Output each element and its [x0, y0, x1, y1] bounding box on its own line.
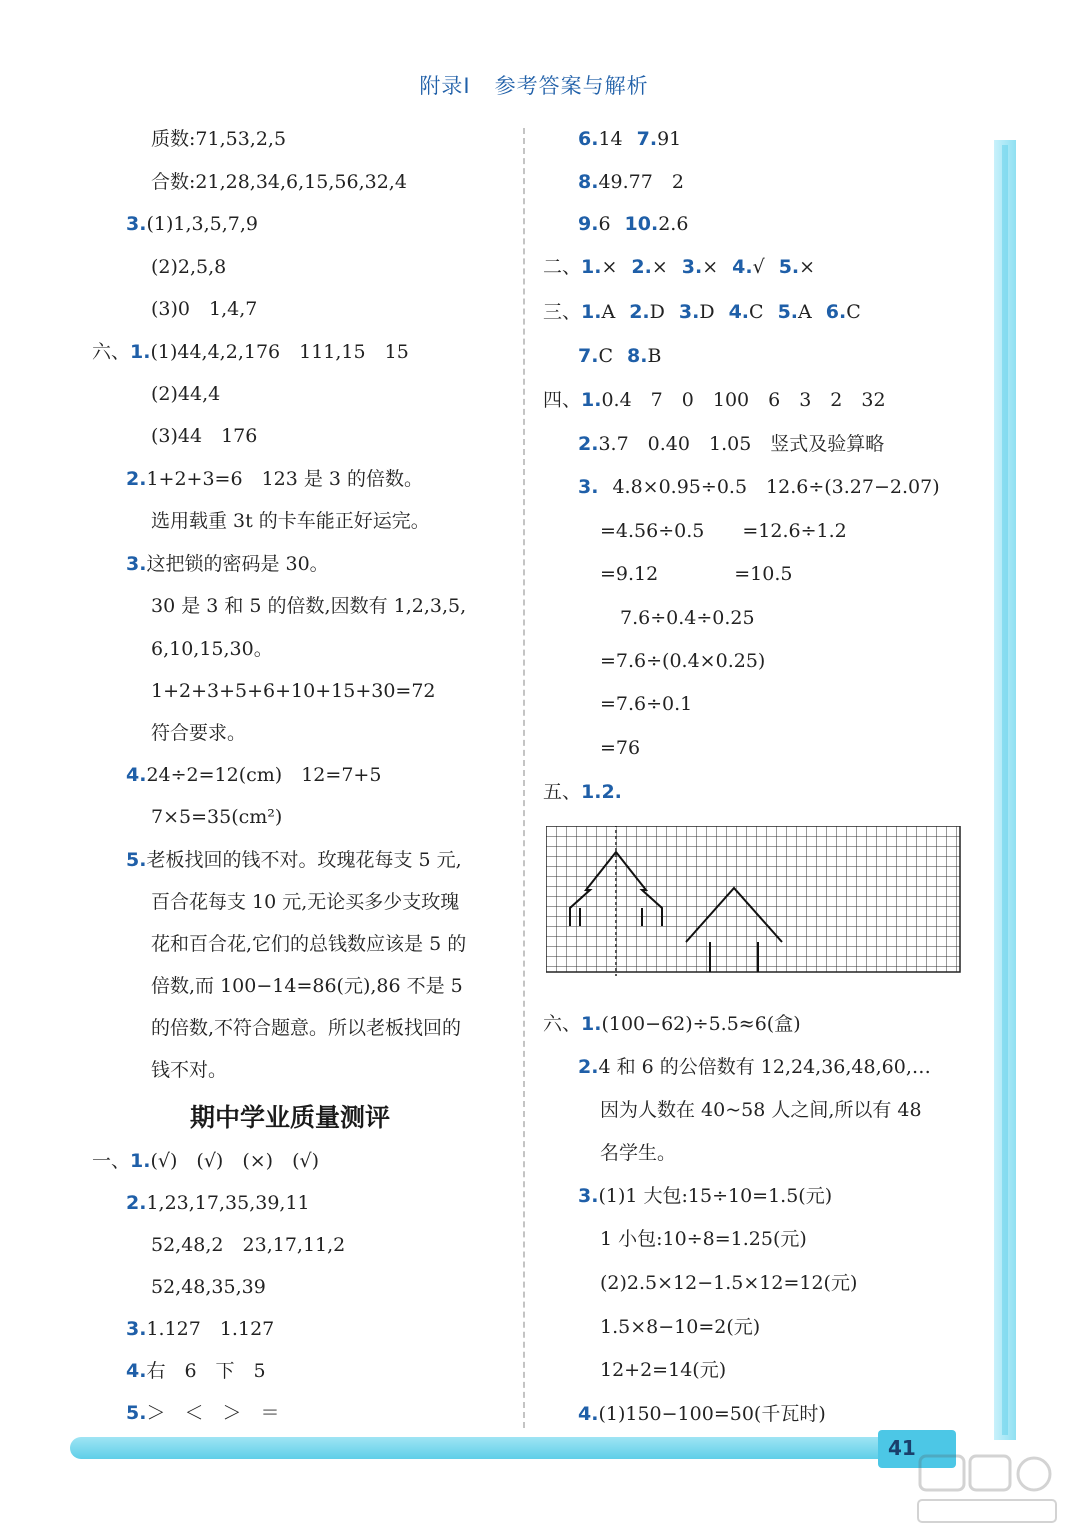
answer-line: 5.老板找回的钱不对。玫瑰花每支 5 元, [126, 849, 462, 871]
answer-line: 1 小包:10÷8=1.25(元) [600, 1228, 807, 1250]
answer-line: 3. 4.8×0.95÷0.5 12.6÷(3.27−2.07) [578, 476, 940, 498]
answer-line: =4.56÷0.5 =12.6÷1.2 [600, 520, 847, 542]
answer-line: 三、1.A 2.D 3.D 4.C 5.A 6.C [543, 301, 861, 323]
answer-line: (2)2,5,8 [151, 256, 227, 278]
answer-line: =9.12 =10.5 [600, 563, 793, 585]
answer-line: 百合花每支 10 元,无论买多少支玫瑰 [151, 891, 460, 913]
answer-line: 五、1.2. [543, 781, 622, 803]
answer-line: 52,48,2 23,17,11,2 [151, 1234, 346, 1256]
answer-line: 4.(1)150−100=50(千瓦时) [578, 1403, 826, 1425]
answer-line: 倍数,而 100−14=86(元),86 不是 5 [151, 975, 463, 997]
answer-line: 7×5=35(cm²) [151, 806, 283, 828]
answer-line: 7.6÷0.4÷0.25 [620, 607, 755, 629]
answer-line: 四、1.0.4 7 0 100 6 3 2 32 [543, 389, 886, 411]
answer-line: 9.6 10.2.6 [578, 213, 689, 235]
header-title: 参考答案与解析 [494, 74, 649, 98]
answer-line: 1+2+3+5+6+10+15+30=72 [151, 680, 436, 702]
answer-line: 选用载重 3t 的卡车能正好运完。 [151, 510, 430, 532]
answer-line: 质数:71,53,2,5 [151, 128, 287, 150]
answer-line: 4.24÷2=12(cm) 12=7+5 [126, 764, 382, 786]
answer-line: 二、1.× 2.× 3.× 4.√ 5.× [543, 256, 816, 278]
watermark-logo [912, 1450, 1062, 1530]
answer-line: 六、1.(1)44,4,2,176 111,15 15 [92, 341, 409, 363]
answer-line: 3.(1)1 大包:15÷10=1.5(元) [578, 1185, 833, 1207]
footer-band [70, 1437, 950, 1459]
answer-line: =7.6÷(0.4×0.25) [600, 650, 766, 672]
section-title: 期中学业质量测评 [190, 1103, 391, 1132]
answer-line: 3.(1)1,3,5,7,9 [126, 213, 258, 235]
answer-line: 2.1+2+3=6 123 是 3 的倍数。 [126, 468, 424, 490]
page-header [0, 70, 1068, 100]
answer-line: 一、1.(√) (√) (×) (√) [92, 1150, 320, 1172]
answer-line: 5.＞ ＜ ＞ ＝ [126, 1402, 280, 1424]
answer-line: 6.14 7.91 [578, 128, 682, 150]
answer-line: 30 是 3 和 5 的倍数,因数有 1,2,3,5, [151, 595, 467, 617]
page-number: 41 [888, 1436, 916, 1460]
answer-line: 花和百合花,它们的总钱数应该是 5 的 [151, 933, 467, 955]
answer-line: 12+2=14(元) [600, 1359, 727, 1381]
answer-line: 名学生。 [600, 1142, 677, 1164]
answer-line: 4.右 6 下 5 [126, 1360, 266, 1382]
answer-line: 钱不对。 [151, 1059, 228, 1081]
answer-line: =76 [600, 737, 641, 759]
header-appendix: 附录Ⅰ [419, 74, 471, 98]
answer-line: (3)44 176 [151, 425, 258, 447]
grid-background [546, 826, 960, 972]
answer-line: 因为人数在 40~58 人之间,所以有 48 [600, 1099, 922, 1121]
answer-line: 2.3.7 0.40 1.05 竖式及验算略 [578, 433, 885, 455]
answer-line: 六、1.(100−62)÷5.5≈6(盒) [543, 1013, 801, 1035]
answer-line: (3)0 1,4,7 [151, 298, 258, 320]
answer-line: 3.1.127 1.127 [126, 1318, 275, 1340]
answer-line: 3.这把锁的密码是 30。 [126, 553, 329, 575]
answer-line: 2.1,23,17,35,39,11 [126, 1192, 310, 1214]
answer-line: 2.4 和 6 的公倍数有 12,24,36,48,60,… [578, 1056, 931, 1078]
page-edge-stripe [1002, 145, 1008, 1435]
answer-line: 8.49.77 2 [578, 171, 684, 193]
answer-line: =7.6÷0.1 [600, 693, 693, 715]
answer-line: 7.C 8.B [578, 345, 662, 367]
grid-drawing [546, 826, 962, 976]
answer-line: 符合要求。 [151, 722, 247, 744]
answer-line: (2)2.5×12−1.5×12=12(元) [600, 1272, 858, 1294]
answer-line: 6,10,15,30。 [151, 638, 273, 660]
answer-line: 合数:21,28,34,6,15,56,32,4 [151, 171, 407, 193]
answer-line: (2)44,4 [151, 383, 221, 405]
answer-line: 的倍数,不符合题意。所以老板找回的 [151, 1017, 462, 1039]
column-divider [523, 128, 525, 1428]
answer-line: 52,48,35,39 [151, 1276, 266, 1298]
answer-line: 1.5×8−10=2(元) [600, 1316, 761, 1338]
grid-figure [546, 826, 962, 980]
